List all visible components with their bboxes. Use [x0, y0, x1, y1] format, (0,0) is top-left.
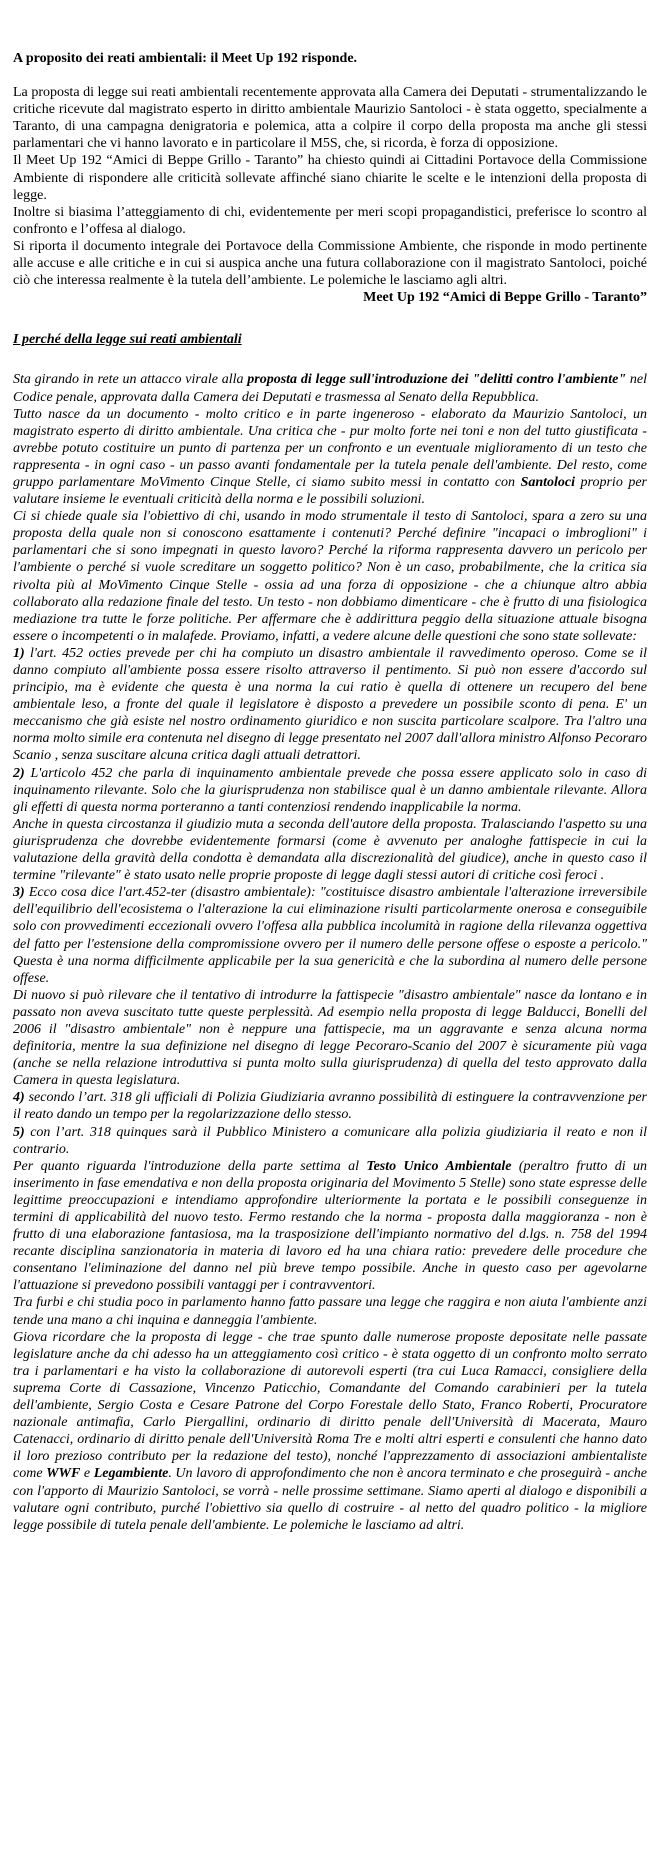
body-paragraph: Ci si chiede quale sia l'obiettivo di chi, usando in modo strumentale il testo di Santoloci, spara a zero su una proposta della quale non si conoscono esattamente i contenuti? Perché definire "incapaci o imbroglioni" i parlamentari che si sono impegnati in questo lavoro? Perché la riforma rappresenta davvero un pericolo per l'ambiente o perché si vuole screditare un soggetto politico? Non è un caso, probabilmente, che la critica sia rivolta più al MoVimento Cinque Stelle - ossia ad una forza di opposizione - che a chiunque altro abbia collaborato alla redazione finale del testo. Un testo - non dobbiamo dimenticare - che è frutto di una fisiologica mediazione tra tutte le forze politiche. Per affermare che è addirittura peggio della situazione attuale bisogna essere o incompetenti o in malafede. Proviamo, infatti, a vedere alcune delle questioni che sono state sollevate:	[13, 509, 647, 644]
bold-text: Testo Unico Ambientale	[366, 1158, 512, 1174]
point-5: 5) con l’art. 318 quinques sarà il Pubblico Ministero a comunicare alla polizia giudiziaria il reato e non il contrario.	[13, 1124, 647, 1157]
body-paragraph: Anche in questa circostanza il giudizio muta a seconda dell'autore della proposta. Tralasciando l'aspetto su una giurisprudenza che dovrebbe evidentemente formarsi (come è avvenuto per analoghe fattispecie in cui la valutazione della gravità della condotta è demandata alla discrezionalità del giudice), anche in questo caso il termine "rilevante" è stato usato nelle proprie proposte di legge dagli stessi autori di critiche così feroci .	[13, 816, 647, 884]
body-paragraph: Giova ricordare che la proposta di legge - che trae spunto dalle numerose proposte depositate nelle passate legislature anche da chi adesso ha un atteggiamento così critico - è stata oggetto di un confronto molto serrato tra i parlamentari e ha visto la collaborazione di autorevoli esperti (tra cui Luca Ramacci, consigliere della suprema Corte di Cassazione, Vincenzo Paticchio, Comandante del Comando carabinieri per la tutela dell'ambiente, Sergio Costa e Cesare Patrone del Corpo Forestale dello Stato, Franco Roberti, Procuratore nazionale antimafia, Carlo Piergallini, ordinario di diritto penale dell'Università di Macerata, Mauro Catenacci, ordinario di diritto penale dell'Università Roma Tre e molti altri esperti e consulenti che hanno dato il loro prezioso contributo per la redazione del testo), nonché l'apprezzamento di associazioni ambientaliste come WWF e Legambiente. Un lavoro di approfondimento che non è ancora terminato e che proseguirà - anche con l'apporto di Maurizio Santoloci, se vorrà - nelle prossime settimane. Siamo aperti al dialogo e disponibili a valutare ogni contributo, purché l'obiettivo sia quello di costruire - al netto del quadro politico - la migliore legge possibile di tutela penale dell'ambiente. Le polemiche le lasciamo ad altri.	[13, 1329, 648, 1533]
bold-text: Santoloci	[520, 474, 576, 490]
point-3: 3) Ecco cosa dice l'art.452-ter (disastro ambientale): "costituisce disastro ambientale l'alterazione irreversibile dell'equilibrio dell'ecosistema o l'alterazione la cui eliminazione risulti particolarmente onerosa e conseguibile solo con provvedimenti eccezionali ovvero l'offesa alla pubblica incolumità in ragione della rilevanza oggettiva del fatto per l'estensione della compromissione ovvero per il numero delle persone offese o esposte a pericolo." Questa è una norma difficilmente applicabile per la sua genericità e che la subordina al numero delle persone offese.	[13, 885, 647, 986]
point-2: 2) L'articolo 452 che parla di inquinamento ambientale prevede che possa essere applicato solo in caso di inquinamento rilevante. Solo che la giurisprudenza non stabilisce qual è un danno ambientale rilevante. Allora gli effetti di questa norma porteranno a tanti contenziosi rendendo inapplicabile la norma.	[13, 765, 647, 815]
point-number: 5)	[13, 1124, 25, 1140]
bold-text: Legambiente	[93, 1466, 169, 1482]
point-number: 4)	[13, 1090, 25, 1106]
point-number: 3)	[13, 885, 25, 901]
point-number: 2)	[13, 765, 25, 781]
point-1: 1) l'art. 452 octies prevede per chi ha compiuto un disastro ambientale il ravvedimento operoso. Come se il danno compiuto all'ambiente possa essere risolto attraverso il pentimento. Si può non essere d'accordo sul principio, ma è evidente che questa è una norma la cui ratio è quella di ottenere un recupero del bene ambientale leso, a fronte del quale il legislatore è disposto a prevedere un possibile sconto di pena. E' un meccanismo che già esiste nel nostro ordinamento giuridico e non suscita particolare scalpore. Tra l'altro una norma molto simile era contenuta nel disegno di legge presentato nel 2007 dall'allora ministro Alfonso Pecoraro Scanio , senza suscitare alcuna critica dagli attuali detrattori.	[13, 645, 647, 764]
body-paragraph: Tra furbi e chi studia poco in parlamento hanno fatto passare una legge che raggira e non aiuta l'ambiente anzi tende una mano a chi inquina e danneggia l'ambiente.	[13, 1295, 647, 1328]
intro-paragraph: Si riporta il documento integrale dei Portavoce della Commissione Ambiente, che risponde in modo pertinente alle accuse e alle critiche e in cui si auspica anche una futura collaborazione con il magistrato Santoloci, poiché ciò che interessa realmente è la tutela dell’ambiente. Le polemiche le lasciamo agli altri.	[13, 238, 647, 289]
body-paragraph: Sta girando in rete un attacco virale alla proposta di legge sull'introduzione dei "delitti contro l'ambiente" nel Codice penale, approvata dalla Camera dei Deputati e trasmessa al Senato della Repubblica.	[13, 372, 647, 405]
section-title: I perché della legge sui reati ambientali	[13, 332, 242, 348]
body-paragraph: Di nuovo si può rilevare che il tentativo di introdurre la fattispecie "disastro ambientale" nasce da lontano e in passato non aveva suscitato tutte queste perplessità. Ad esempio nella proposta di legge Balducci, Bonelli del 2006 il "disastro ambientale" non è neppure una fattispecie, ma un aggravante e senza alcuna norma definitoria, mentre la sua definizione nel disegno di legge Pecoraro-Scanio del 2007 è sicuramente più vaga (anche se nella relazione introduttiva si punta molto sulla giurisprudenza) di quella del testo approvato dalla Camera in questa legislatura.	[13, 987, 647, 1089]
point-4: 4) secondo l’art. 318 gli ufficiali di Polizia Giudiziaria avranno possibilità di estinguere la contravvenzione per il reato dando un tempo per la regolarizzazione dello stesso.	[13, 1090, 647, 1123]
body-paragraph: Per quanto riguarda l'introduzione della parte settima al Testo Unico Ambientale (peraltro frutto di un inserimento in fase emendativa e non della proposta originaria del Movimento 5 Stelle) sono state espresse delle legittime preoccupazioni e intendiamo approfondire ulteriormente la portata e le possibili conseguenze in termini di applicabilità del nuovo testo. Fermo restando che la norma - proposta dalla maggioranza - non è frutto di una elaborazione fantasiosa, ma la trasposizione dell'impianto normativo del d.lgs. n. 758 del 1994 recante disciplina sanzionatoria in materia di lavoro ed ha una chiara ratio: prevedere delle procedure che consentano l'eliminazione del danno nel più breve tempo possibile. Anche in questo caso per agevolarne l'attuazione si prevedono possibili vantaggi per i contravventori.	[13, 1158, 647, 1294]
intro-paragraph: Il Meet Up 192 “Amici di Beppe Grillo - Taranto” ha chiesto quindi ai Cittadini Portavoce della Commissione Ambiente di rispondere alle criticità sollevate affinché siano chiarite le scelte e le intenzioni della proposta di legge.	[13, 153, 647, 203]
bold-text: proposta di legge sull'introduzione dei "delitti contro l'ambiente"	[247, 372, 627, 388]
point-number: 1)	[13, 645, 25, 661]
signature: Meet Up 192 “Amici di Beppe Grillo - Taranto”	[363, 290, 647, 306]
document-title: A proposito dei reati ambientali: il Meet Up 192 risponde.	[13, 51, 358, 66]
bold-text: WWF	[46, 1466, 81, 1482]
intro-paragraph: Inoltre si biasima l’atteggiamento di chi, evidentemente per meri scopi propagandistici, preferisce lo scontro al confronto e l’offesa al dialogo.	[13, 204, 647, 237]
intro-paragraph: La proposta di legge sui reati ambientali recentemente approvata alla Camera dei Deputati - strumentalizzando le critiche ricevute dal magistrato esperto in diritto ambientale Maurizio Santoloci - è stata oggetto, specialmente a Taranto, di una campagna denigratoria e polemica, atta a colpire il corpo della proposta ma anche gli stessi parlamentari che vi hanno lavorato e in particolare il M5S, che, si ricorda, è forza di opposizione.	[13, 85, 647, 152]
body-paragraph: Tutto nasce da un documento - molto critico e in parte ingeneroso - elaborato da Maurizio Santoloci, un magistrato esperto di diritto ambientale. Una critica che - pur molto forte nei toni e non del tutto giustificata - avrebbe potuto costituire un punto di partenza per un confronto e un eventuale miglioramento di un testo che rappresenta - in ogni caso - un passo avanti fondamentale per la tutela penale dell'ambiente. Del resto, come gruppo parlamentare MoVimento Cinque Stelle, ci siamo subito messi in contatto con Santoloci proprio per valutare insieme le eventuali criticità della norma e le possibili soluzioni.	[13, 406, 647, 508]
